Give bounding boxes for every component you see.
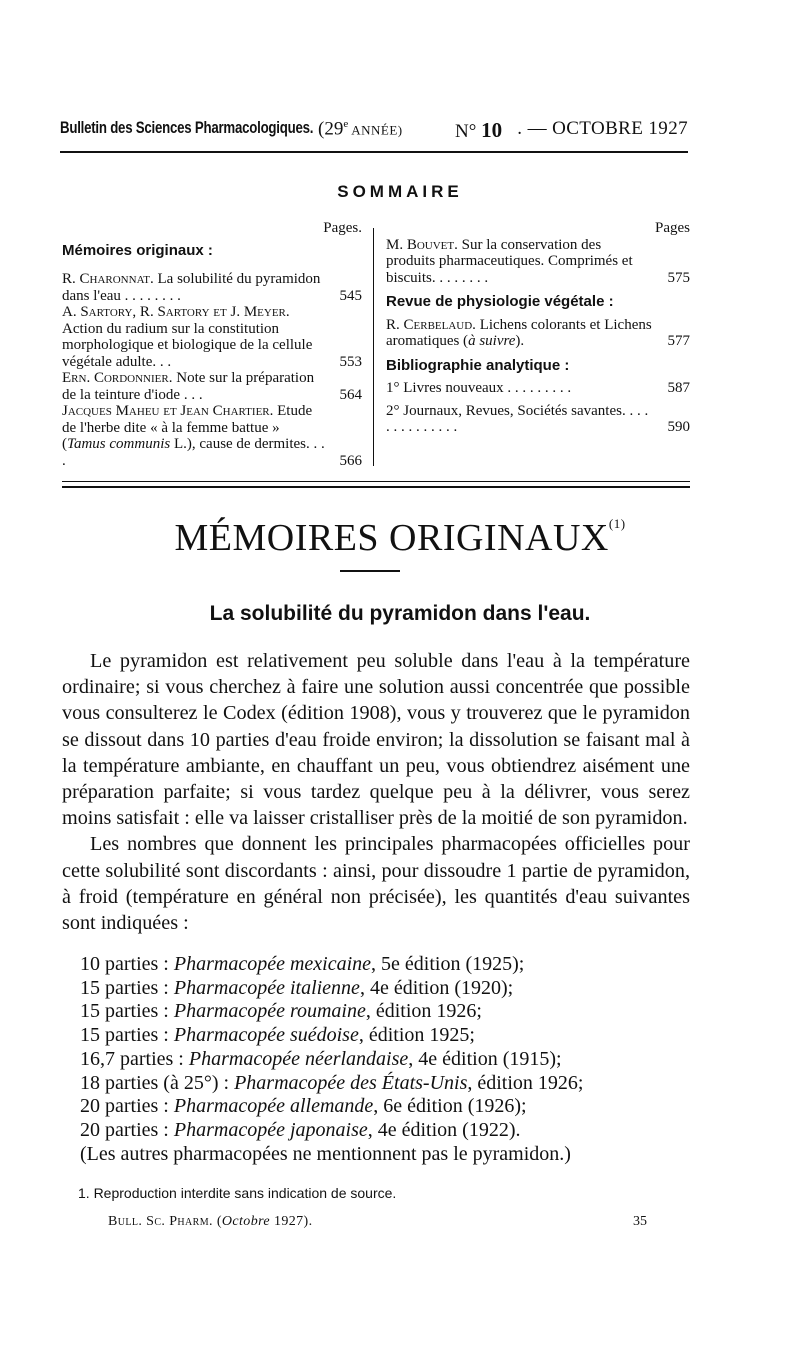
pharmacopoeia-list bbox=[80, 953, 700, 1166]
closing-note: (Les autres pharmacopées ne mentionnent pas le pyramidon.) bbox=[80, 1142, 571, 1165]
pages-label-left: Pages. bbox=[323, 220, 362, 236]
toc-page: 577 bbox=[664, 333, 691, 350]
toc-section-memoires: Mémoires originaux : bbox=[62, 241, 213, 259]
toc-page: 545 bbox=[336, 288, 363, 305]
toc-page: 590 bbox=[664, 419, 691, 436]
header-rule bbox=[60, 151, 688, 153]
pages-label-right: Pages bbox=[655, 220, 690, 236]
toc-page: 564 bbox=[336, 387, 363, 404]
list-item: 18 parties (à 25°) : Pharmacopée des États-Unis, édition 1926; bbox=[80, 1071, 584, 1094]
issue-number: N° 10 bbox=[455, 118, 503, 142]
footnote-marker: (1) bbox=[608, 516, 626, 531]
toc-page: 575 bbox=[664, 270, 691, 287]
list-item: 15 parties : Pharmacopée roumaine, édition 1926; bbox=[80, 1000, 482, 1023]
paragraph: Les nombres que donnent les principales pharmacopées officielles pour cette solubilité sont discordants : ainsi, pour dissoudre 1 partie de pyramidon, à froid (température en général non précisée), les quantités d'eau suivantes sont indiquées : bbox=[62, 833, 690, 935]
toc-entry[interactable]: A. Sartory, R. Sartory et J. Meyer. Action du radium sur la constitution morphologique et biologique de la cellule végétale adulte. . . 553 bbox=[62, 304, 362, 370]
list-item: 10 parties : Pharmacopée mexicaine, 5e édition (1925); bbox=[80, 953, 525, 975]
article-title: La solubilité du pyramidon dans l'eau. bbox=[209, 602, 591, 625]
toc-divider bbox=[373, 228, 374, 466]
toc-section-bibliographie: Bibliographie analytique : bbox=[386, 356, 570, 374]
toc-left-column bbox=[62, 220, 362, 469]
title-rule bbox=[340, 570, 400, 572]
toc-entry[interactable]: Ern. Cordonnier. Note sur la préparation de la teinture d'iode . . . 564 bbox=[62, 370, 362, 403]
paragraph: Le pyramidon est relativement peu soluble dans l'eau à la température ordinaire; si vous cherchez à faire une solution aussi concentrée que possible vous consulterez le Codex (édition 1908), vous y trouverez que le pyramidon se dissout dans 10 parties d'eau froide environ; la dissolution se faisant mal à la température ambiante, en chauffant un peu, vous obtiendrez aisément une préparation parfaite; si vous tardez quelque peu à la délivrer, vous serez moins satisfait : elle va laisser cristalliser près de la moitié de son pyramidon. bbox=[62, 650, 690, 830]
toc-entry[interactable]: Jacques Maheu et Jean Chartier. Etude de l'herbe dite « à la femme battue » (Tamus communis L.), cause de dermites. . . . 566 bbox=[62, 403, 362, 469]
list-item: 15 parties : Pharmacopée suédoise, édition 1925; bbox=[80, 1024, 475, 1047]
toc-entry[interactable]: 2° Journaux, Revues, Sociétés savantes. . . . . . . . . . . . . . 590 bbox=[386, 402, 690, 435]
toc-page: 587 bbox=[664, 380, 691, 397]
list-item: 20 parties : Pharmacopée japonaise, 4e édition (1922). bbox=[80, 1118, 521, 1141]
toc-right-column bbox=[386, 220, 690, 436]
sommaire-rule-bottom bbox=[62, 486, 690, 488]
year-label: (29e ANNÉE) bbox=[318, 118, 403, 140]
toc-entry[interactable]: R. Charonnat. La solubilité du pyramidon dans l'eau . . . . . . . . 545 bbox=[62, 271, 362, 304]
sommaire-title: SOMMAIRE bbox=[337, 182, 463, 201]
issue-date: . — OCTOBRE 1927 bbox=[517, 118, 688, 139]
toc-section-physiologie: Revue de physiologie végétale : bbox=[386, 293, 614, 310]
list-item: 16,7 parties : Pharmacopée néerlandaise, 4e édition (1915); bbox=[80, 1047, 562, 1070]
toc-page: 553 bbox=[336, 354, 363, 371]
toc-page: 566 bbox=[336, 453, 363, 470]
toc-entry[interactable]: M. Bouvet. Sur la conservation des produits pharmaceutiques. Comprimés et biscuits. . . . . . . . 575 bbox=[386, 236, 690, 286]
toc-entry[interactable]: 1° Livres nouveaux . . . . . . . . . 587 bbox=[386, 380, 690, 396]
list-item: 15 parties : Pharmacopée italienne, 4e édition (1920); bbox=[80, 976, 514, 999]
toc-entry[interactable]: R. Cerbelaud. Lichens colorants et Lichens aromatiques (à suivre). 577 bbox=[386, 316, 690, 349]
article-body bbox=[62, 648, 690, 936]
sommaire-rule-top bbox=[62, 481, 690, 482]
journal-header bbox=[60, 118, 688, 148]
list-item: 20 parties : Pharmacopée allemande, 6e édition (1926); bbox=[80, 1095, 527, 1118]
page-number: 35 bbox=[633, 1214, 647, 1229]
section-title: MÉMOIRES ORIGINAUX$^{(1)}$ bbox=[174, 516, 626, 559]
footer-citation: Bull. Sc. Pharm. (Octobre 1927). bbox=[108, 1214, 313, 1229]
footnote: 1. Reproduction interdite sans indication de source. bbox=[78, 1185, 397, 1201]
journal-title: Bulletin des Sciences Pharmacologiques. bbox=[60, 118, 314, 137]
